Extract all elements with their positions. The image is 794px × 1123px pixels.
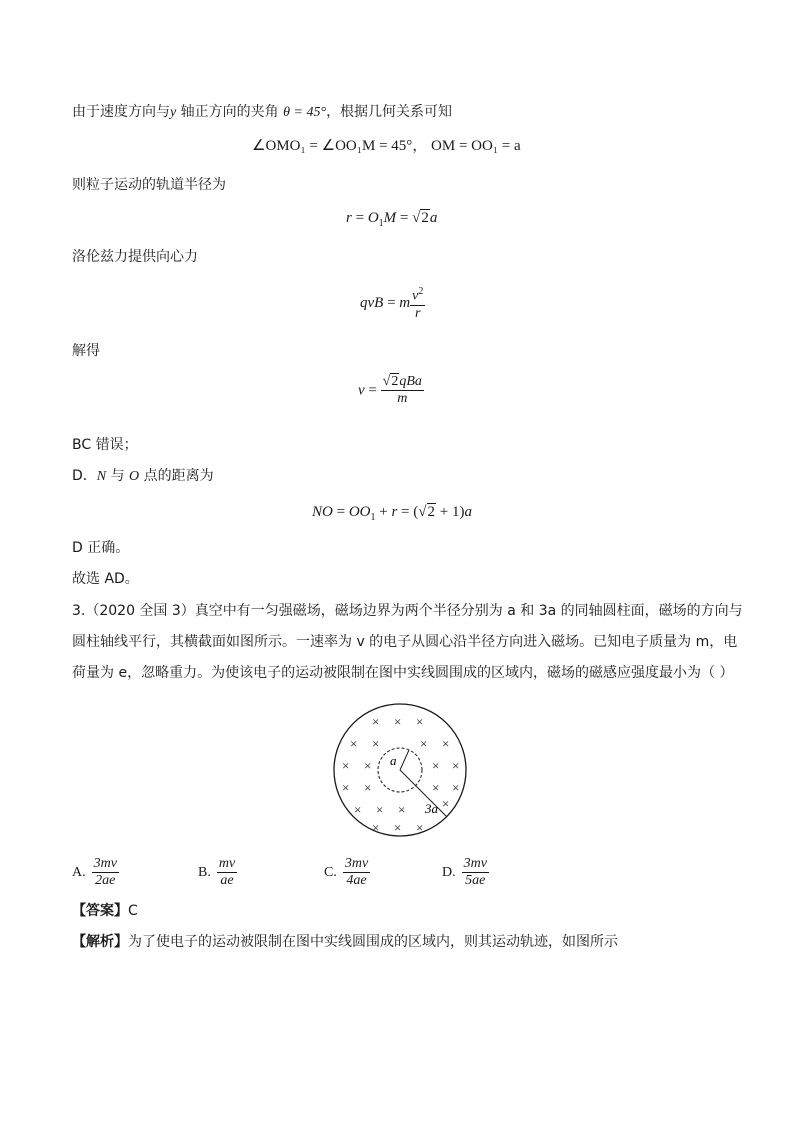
text-line-option-d: D．N 与 O 点的距离为 <box>72 468 214 484</box>
field-cross: × <box>394 820 402 835</box>
field-crosses <box>342 714 459 835</box>
option-b[interactable]: B. $\frac{mv}{ae}$ <box>198 856 236 888</box>
inner-radius-label: a <box>390 753 397 768</box>
text-line-choose-ad: 故选 AD。 <box>72 571 139 587</box>
inner-radius-line <box>400 750 409 770</box>
question-line-3: 荷量为 e，忽略重力。为使该电子的运动被限制在图中实线圆围成的区域内，磁场的磁感应强度最小为（ ） <box>72 665 734 681</box>
analysis-tag: 【解析】 <box>72 934 128 950</box>
field-cross: × <box>398 802 406 817</box>
field-cross: × <box>420 736 428 751</box>
field-cross: × <box>354 802 362 817</box>
field-cross: × <box>416 714 424 729</box>
field-cross: × <box>442 736 450 751</box>
equation-velocity: v = $\frac{\text{√2qBa}}{m}$ <box>358 374 422 406</box>
answer-value: C <box>128 903 138 919</box>
field-cross: × <box>364 780 372 795</box>
magnetic-field-figure <box>330 700 470 840</box>
answer-tag: 【答案】 <box>72 903 128 919</box>
field-cross: × <box>372 820 380 835</box>
outer-radius-line <box>400 770 450 817</box>
analysis-line <box>72 932 618 952</box>
text-line-radius: 则粒子运动的轨道半径为 <box>72 177 226 193</box>
outer-radius-label: 3a <box>425 801 438 816</box>
option-d[interactable]: D. $\frac{3mv}{5ae}$ <box>442 856 487 888</box>
answer-line <box>72 901 138 921</box>
field-cross: × <box>432 780 440 795</box>
option-c[interactable]: C. $\frac{3mv}{4ae}$ <box>324 856 369 888</box>
field-cross: × <box>364 758 372 773</box>
field-cross: × <box>442 796 450 811</box>
equation-radius: $r = O_1M = √2a$ <box>346 210 438 229</box>
equation-centripetal: qvB = m $\frac{v^2}{r}$ <box>360 286 424 321</box>
field-cross: × <box>372 714 380 729</box>
field-cross: × <box>452 780 460 795</box>
field-cross: × <box>342 758 350 773</box>
text-line-bc-wrong: BC 错误； <box>72 437 138 453</box>
text-line-angle: 由于速度方向与y 轴正方向的夹角 θ = 45°，根据几何关系可知 <box>72 104 453 120</box>
field-cross: × <box>350 736 358 751</box>
question-line-1: 3.（2020 全国 3）真空中有一匀强磁场，磁场边界为两个半径分别为 a 和 3a 的同轴圆柱面，磁场的方向与 <box>72 603 743 619</box>
analysis-text: 为了使电子的运动被限制在图中实线圆围成的区域内，则其运动轨迹，如图所示 <box>128 934 618 950</box>
text-line-solve: 解得 <box>72 343 100 359</box>
field-cross: × <box>416 820 424 835</box>
field-cross: × <box>394 714 402 729</box>
option-a[interactable]: A. $\frac{3mv}{2ae}$ <box>72 856 117 888</box>
field-cross: × <box>452 758 460 773</box>
field-cross: × <box>342 780 350 795</box>
question-line-2: 圆柱轴线平行，其横截面如图所示。一速率为 v 的电子从圆心沿半径方向进入磁场。已知电子质量为 m，电 <box>72 634 738 650</box>
text-line-lorentz: 洛伦兹力提供向心力 <box>72 249 198 265</box>
equation-angles: ∠OMO₁ = ∠OO₁M = 45°， OM = OO₁ = a <box>252 138 521 154</box>
field-cross: × <box>376 802 384 817</box>
field-cross: × <box>372 736 380 751</box>
field-cross: × <box>432 758 440 773</box>
equation-distance: NO = $OO_1 + r = (√2 + 1)a$ <box>312 504 472 523</box>
text-line-d-correct: D 正确。 <box>72 540 130 556</box>
